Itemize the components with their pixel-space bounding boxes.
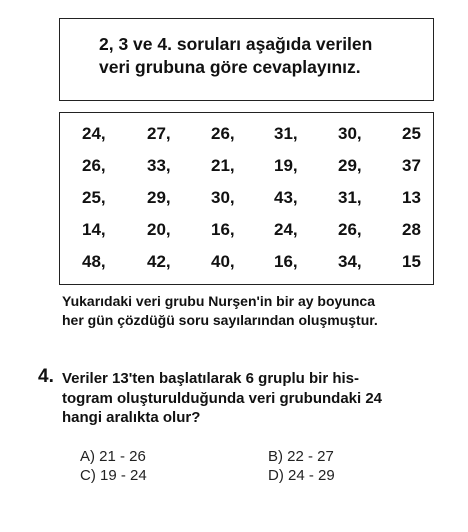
data-cell: 31, — [274, 124, 298, 143]
question-line-2: togram oluşturulduğunda veri grubundaki 24 — [62, 389, 383, 407]
data-cell: 26, — [82, 156, 106, 175]
data-cell: 34, — [338, 252, 362, 271]
instruction-line-1: 2, 3 ve 4. soruları aşağıda verilen — [99, 34, 373, 54]
data-cell: 16, — [274, 252, 298, 271]
option-c[interactable]: C) 19 - 24 — [80, 467, 147, 484]
data-cell: 29, — [147, 188, 171, 207]
data-description — [62, 292, 468, 330]
data-cell: 48, — [82, 252, 106, 271]
data-cell: 40, — [211, 252, 235, 271]
data-cell: 24, — [82, 124, 106, 143]
question-line-3: hangi aralıkta olur? — [62, 409, 201, 426]
instruction-line-2: veri grubuna göre cevaplayınız. — [99, 57, 361, 77]
data-cell: 20, — [147, 220, 171, 239]
data-cell: 42, — [147, 252, 171, 271]
data-cell: 29, — [338, 156, 362, 175]
question-text — [62, 369, 462, 428]
data-cell: 28 — [402, 220, 421, 239]
data-cell: 30, — [338, 124, 362, 143]
data-grid — [60, 113, 433, 284]
data-cell: 24, — [274, 220, 298, 239]
question-line-1: Veriler 13'ten başlatılarak 6 gruplu bir his- — [62, 370, 360, 387]
data-cell: 25 — [402, 124, 421, 143]
data-table-box — [59, 112, 434, 285]
question-number: 4. — [38, 366, 54, 387]
data-cell: 31, — [338, 188, 362, 207]
description-line-2: her gün çözdüğü soru sayılarından oluşmuştur. — [62, 312, 378, 328]
data-cell: 26, — [211, 124, 235, 143]
data-cell: 25, — [82, 188, 106, 207]
data-cell: 21, — [211, 156, 235, 175]
instruction-box — [59, 18, 434, 101]
data-cell: 30, — [211, 188, 235, 207]
data-cell: 43, — [274, 188, 298, 207]
data-cell: 37 — [402, 156, 421, 175]
data-cell: 16, — [211, 220, 235, 239]
data-cell: 27, — [147, 124, 171, 143]
description-line-1: Yukarıdaki veri grubu Nurşen'in bir ay boyunca — [62, 293, 375, 309]
data-cell: 14, — [82, 220, 106, 239]
data-cell: 15 — [402, 252, 421, 271]
option-b[interactable]: B) 22 - 27 — [268, 448, 334, 465]
option-a[interactable]: A) 21 - 26 — [80, 448, 146, 465]
data-cell: 13 — [402, 188, 421, 207]
data-cell: 26, — [338, 220, 362, 239]
option-d[interactable]: D) 24 - 29 — [268, 467, 335, 484]
data-cell: 33, — [147, 156, 171, 175]
data-cell: 19, — [274, 156, 298, 175]
